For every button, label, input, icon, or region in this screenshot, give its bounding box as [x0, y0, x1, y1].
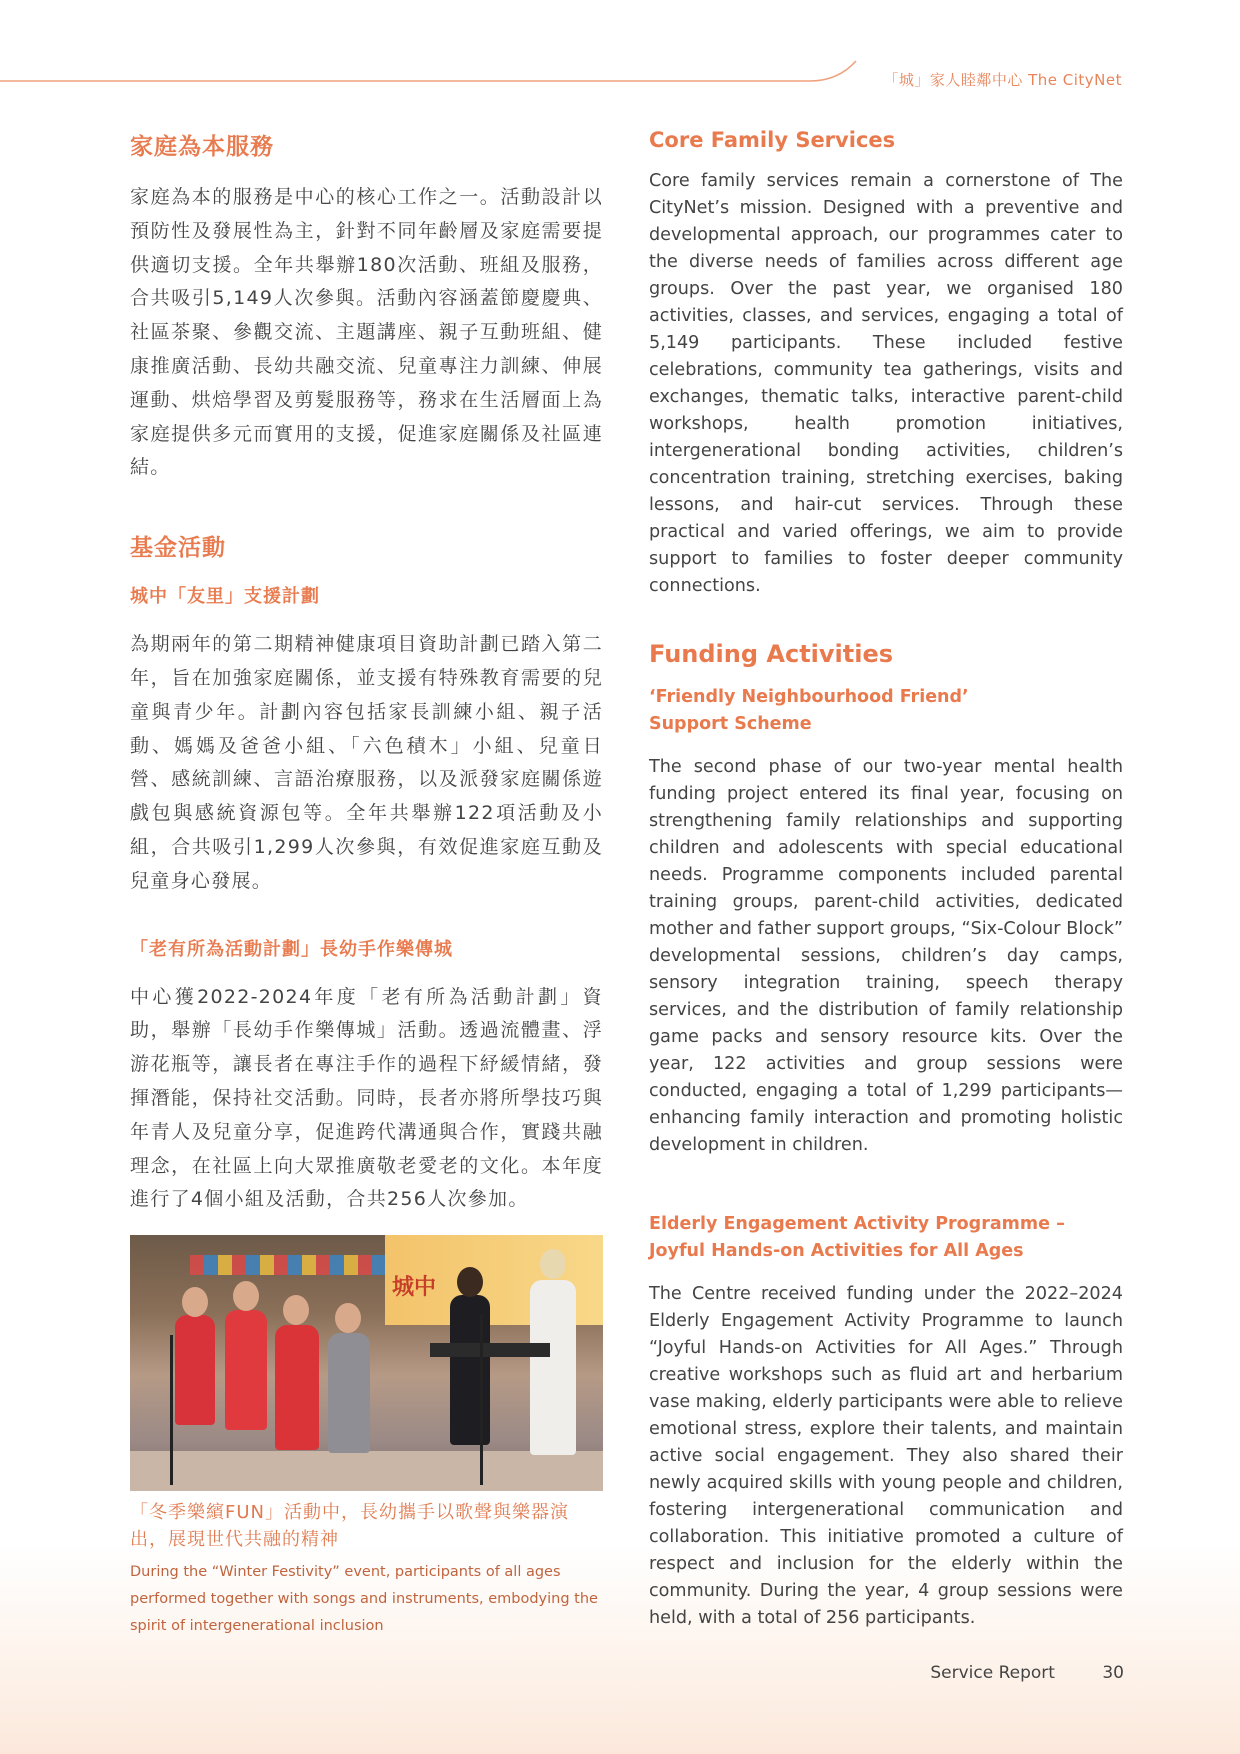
friend-scheme-heading: [649, 684, 1123, 738]
header-title: 「城」家人睦鄰中心 The CityNet: [883, 71, 1122, 89]
header-divider: [0, 55, 860, 85]
footer-label: Service Report: [930, 1663, 1055, 1683]
page-footer: [930, 1663, 1124, 1683]
photo-banner-text: 城中: [392, 1274, 437, 1301]
family-services-body-zh: 家庭為本的服務是中心的核心工作之一。活動設計以預防性及發展性為主，針對不同年齡層及家庭需要提供適切支援。全年共舉辦180次活動、班組及服務，合共吸引5,149人次參與。活動內容涵蓋節慶慶典、社區茶聚、參觀交流、主題講座、親子互動班組、健康推廣活動、長幼共融交流、兒童專注力訓練、伸展運動、烘焙學習及剪髮服務等，務求在生活層面上為家庭提供多元而實用的支援，促進家庭關係及社區連結。: [130, 186, 603, 479]
page-number: 30: [1102, 1663, 1124, 1683]
photo-caption-zh: 「冬季樂繽FUN」活動中，長幼攜手以歌聲與樂器演出，展現世代共融的精神: [130, 1502, 569, 1551]
core-family-services-body: Core family services remain a cornerstone of The CityNet’s mission. Designed with a preventive and developmental approach, our programmes cater to the diverse needs of families across different age groups. Over the past year, we organised 180 activities, classes, and services, engaging a total of 5,149 participants. These included festive celebrations, community tea gatherings, visits and exchanges, thematic talks, interactive parent-child workshops, health promotion initiatives, intergenerational bonding activities, children’s concentration training, stretching exercises, baking lessons, and hair-cut services. Through these practical and varied offerings, we aim to provide support to families to foster deeper community connections.: [649, 171, 1123, 596]
elderly-programme-heading: [649, 1211, 1123, 1265]
elderly-programme-heading-line1: Elderly Engagement Activity Programme –: [649, 1214, 1065, 1234]
elderly-programme-body-zh: 中心獲2022-2024年度「老有所為活動計劃」資助，舉辦「長幼手作樂傳城」活動。透過流體畫、浮游花瓶等，讓長者在專注手作的過程下紓緩情緒，發揮潛能，保持社交活動。同時，長者亦將所學技巧與年青人及兒童分享，促進跨代溝通與合作，實踐共融理念，在社區上向大眾推廣敬老愛老的文化。本年度進行了4個小組及活動，合共256人次參加。: [130, 985, 603, 1211]
friend-scheme-body-zh: 為期兩年的第二期精神健康項目資助計劃已踏入第二年，旨在加強家庭關係，並支援有特殊教育需要的兒童與青少年。計劃內容包括家長訓練小組、親子活動、媽媽及爸爸小組、「六色積木」小組、兒童日營、感統訓練、言語治療服務，以及派發家庭關係遊戲包與感統資源包等。全年共舉辦122項活動及小組，合共吸引1,299人次參與，有效促進家庭互動及兒童身心發展。: [130, 633, 603, 892]
elderly-programme-heading-zh: 「老有所為活動計劃」長幼手作樂傳城: [130, 938, 453, 960]
photo-caption-en: During the “Winter Festivity” event, participants of all ages performed together with songs and instruments, embodying the spirit of intergenerational inclusion: [130, 1564, 598, 1635]
core-family-services-heading: Core Family Services: [649, 128, 896, 152]
right-column: [649, 128, 1123, 1632]
funding-activities-heading: Funding Activities: [649, 640, 894, 668]
family-services-heading-zh: 家庭為本服務: [130, 134, 274, 160]
friend-scheme-body: The second phase of our two-year mental health funding project entered its final year, focusing on strengthening family relationships and supporting children and adolescents with special educational needs. Programme components included parental training groups, parent-child activities, dedicated mother and father support groups, “Six-Colour Block” developmental sessions, children’s day camps, sensory integration training, speech therapy services, and the distribution of family relationship game packs and sensory resource kits. Over the year, 122 activities and group sessions were conducted, engaging a total of 1,299 participants—enhancing family interaction and promoting holistic development in children.: [649, 757, 1123, 1155]
funding-activities-heading-zh: 基金活動: [130, 535, 226, 562]
elderly-programme-heading-line2: Joyful Hands-on Activities for All Ages: [649, 1241, 1024, 1261]
friend-scheme-heading-zh: 城中「友里」支援計劃: [130, 586, 320, 608]
friend-scheme-heading-line1: ‘Friendly Neighbourhood Friend’: [649, 687, 969, 707]
left-column: [130, 128, 603, 1640]
event-photo: [130, 1235, 603, 1491]
friend-scheme-heading-line2: Support Scheme: [649, 714, 812, 734]
elderly-programme-body: The Centre received funding under the 2022–2024 Elderly Engagement Activity Programme to launch “Joyful Hands-on Activities for All Ages.” Through creative workshops such as fluid art and herbarium vase making, elderly participants were able to relieve emotional stress, explore their talents, and maintain active social engagement. They also shared their newly acquired skills with young people and children, fostering intergenerational communication and collaboration. This initiative promoted a culture of respect and inclusion for the elderly within the community. During the year, 4 group sessions were held, with a total of 256 participants.: [649, 1284, 1123, 1628]
